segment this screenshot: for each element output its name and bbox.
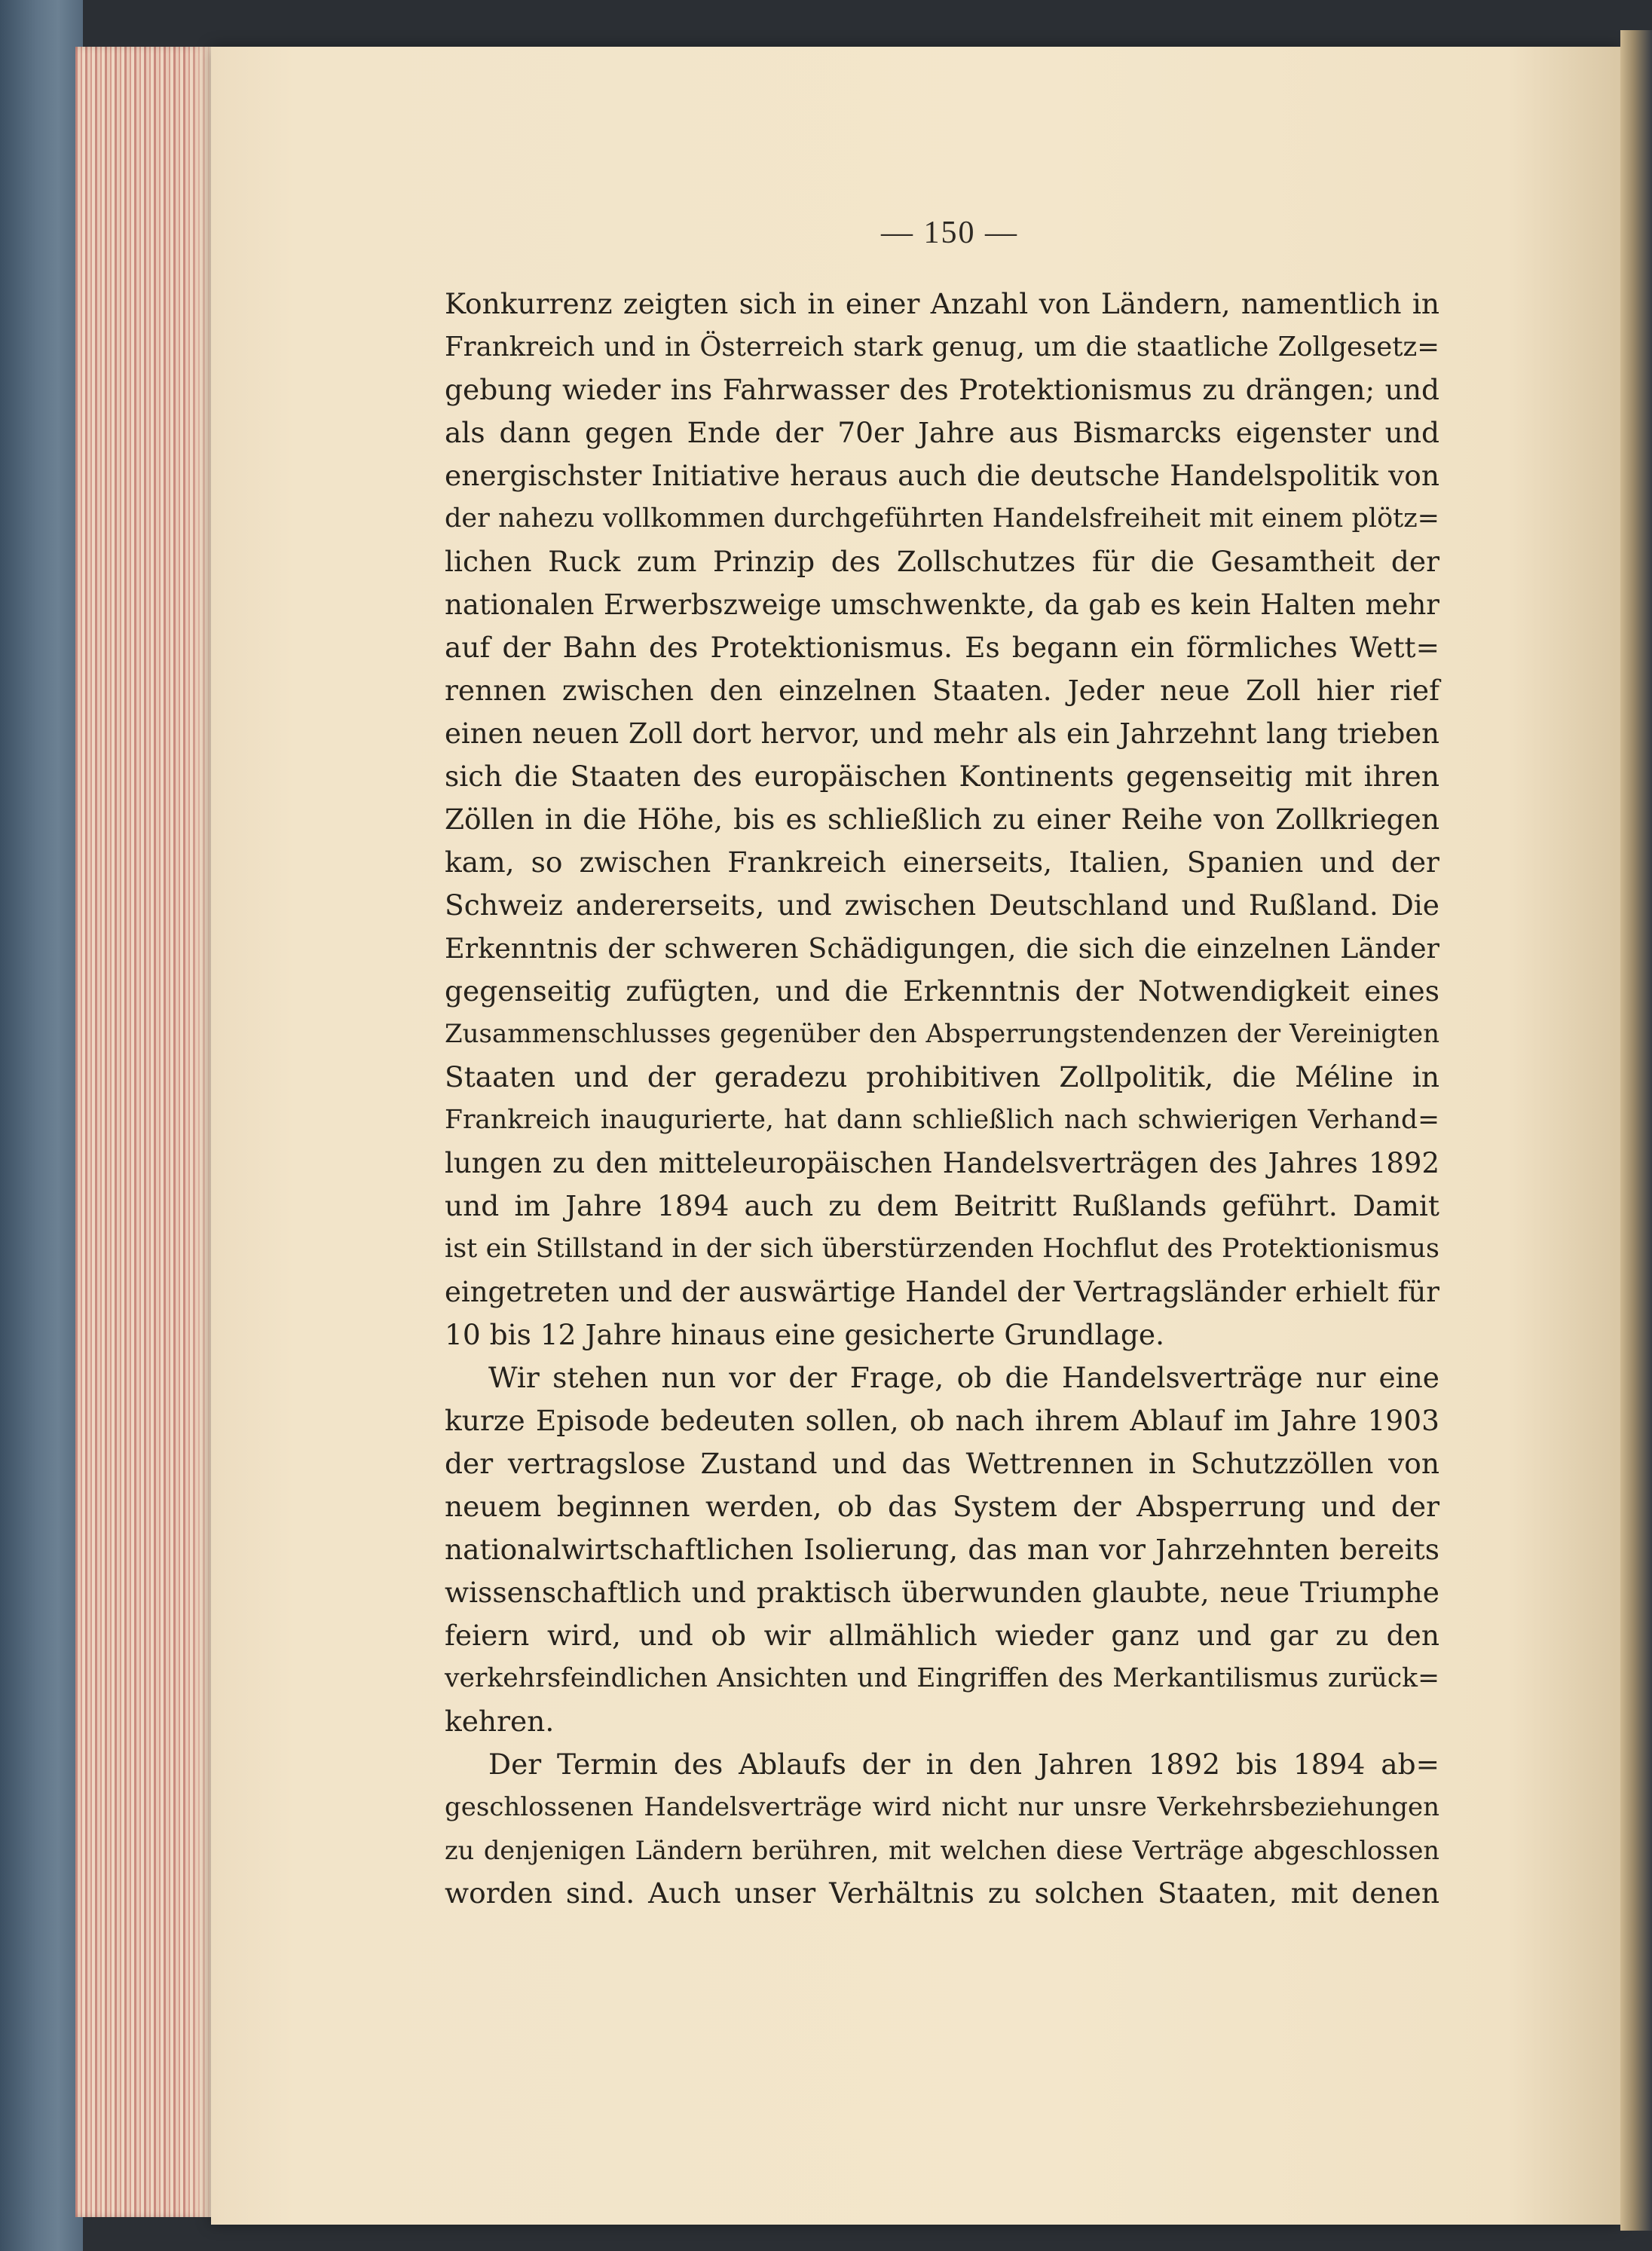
text-line: nationalen Erwerbszweige umschwenkte, da gab es kein Halten mehr (445, 589, 1439, 621)
text-line: kehren. (445, 1705, 555, 1738)
text-line: zu denjenigen Ländern berühren, mit welchen diese Verträge abgeschlossen (445, 1836, 1439, 1865)
text-line: worden sind. Auch unser Verhältnis zu solchen Staaten, mit denen (445, 1876, 1439, 1910)
text-line: der vertragslose Zustand und das Wettrennen in Schutzzöllen von (445, 1447, 1439, 1480)
text-line: sich die Staaten des europäischen Kontinents gegenseitig mit ihren (445, 760, 1439, 793)
text-line: lungen zu den mitteleuropäischen Handelsverträgen des Jahres 1892 (445, 1147, 1439, 1179)
page-number: — 150 — (881, 216, 1018, 250)
text-line: kurze Episode bedeuten sollen, ob nach ihrem Ablauf im Jahre 1903 (445, 1404, 1439, 1437)
text-line: Schweiz andererseits, und zwischen Deutschland und Rußland. Die (445, 888, 1439, 922)
page-curl (1620, 30, 1652, 2231)
text-line: 10 bis 12 Jahre hinaus eine gesicherte Grundlage. (445, 1318, 1164, 1351)
text-line: geschlossenen Handelsverträge wird nicht nur unsre Verkehrsbeziehungen (445, 1792, 1439, 1822)
text-line: ist ein Stillstand in der sich überstürzenden Hochflut des Protektionismus (445, 1234, 1439, 1264)
text-line: nationalwirtschaftlichen Isolierung, das man vor Jahrzehnten bereits (445, 1533, 1439, 1566)
text-line: eingetreten und der auswärtige Handel der Vertragsländer erhielt für (445, 1276, 1439, 1308)
text-line: rennen zwischen den einzelnen Staaten. Jeder neue Zoll hier rief (445, 674, 1439, 707)
text-line: einen neuen Zoll dort hervor, und mehr als ein Jahrzehnt lang trieben (445, 717, 1439, 750)
book-binding (0, 0, 83, 2251)
text-line: Wir stehen nun vor der Frage, ob die Handelsverträge nur eine (488, 1361, 1439, 1394)
text-line: Konkurrenz zeigten sich in einer Anzahl von Ländern, namentlich in (445, 287, 1439, 320)
text-line: und im Jahre 1894 auch zu dem Beitritt Rußlands geführt. Damit (445, 1189, 1439, 1222)
text-line: Staaten und der geradezu prohibitiven Zollpolitik, die Méline in (445, 1060, 1439, 1093)
text-line: gegenseitig zufügten, und die Erkenntnis der Notwendigkeit eines (445, 974, 1439, 1008)
text-line: Erkenntnis der schweren Schädigungen, die sich die einzelnen Länder (445, 932, 1439, 965)
text-line: energischster Initiative heraus auch die deutsche Handelspolitik von (445, 459, 1439, 492)
page-edges (75, 47, 219, 2217)
text-line: wissenschaftlich und praktisch überwunden glaubte, neue Triumphe (445, 1576, 1439, 1609)
text-line: Der Termin des Ablaufs der in den Jahren 1892 bis 1894 ab= (488, 1748, 1439, 1781)
text-line: gebung wieder ins Fahrwasser des Protektionismus zu drängen; und (445, 373, 1439, 406)
text-line: auf der Bahn des Protektionismus. Es begann ein förmliches Wett= (445, 631, 1439, 664)
text-line: Zöllen in die Höhe, bis es schließlich zu einer Reihe von Zollkriegen (445, 803, 1439, 836)
text-line: Frankreich und in Österreich stark genug, um die staatliche Zollgesetz= (445, 332, 1439, 362)
body-text (445, 283, 1439, 1915)
text-line: Zusammenschlusses gegenüber den Absperrungstendenzen der Vereinigten (445, 1019, 1439, 1049)
text-line: der nahezu vollkommen durchgeführten Handelsfreiheit mit einem plötz= (445, 503, 1439, 534)
text-line: Frankreich inaugurierte, hat dann schließlich nach schwierigen Verhand= (445, 1105, 1439, 1135)
text-line: feiern wird, und ob wir allmählich wieder ganz und gar zu den (445, 1619, 1439, 1652)
text-line: neuem beginnen werden, ob das System der Absperrung und der (445, 1490, 1439, 1523)
text-line: verkehrsfeindlichen Ansichten und Eingriffen des Merkantilismus zurück= (445, 1663, 1439, 1693)
text-line: lichen Ruck zum Prinzip des Zollschutzes für die Gesamtheit der (445, 545, 1439, 578)
text-line: als dann gegen Ende der 70er Jahre aus Bismarcks eigenster und (445, 416, 1439, 449)
text-line: kam, so zwischen Frankreich einerseits, Italien, Spanien und der (445, 846, 1439, 879)
